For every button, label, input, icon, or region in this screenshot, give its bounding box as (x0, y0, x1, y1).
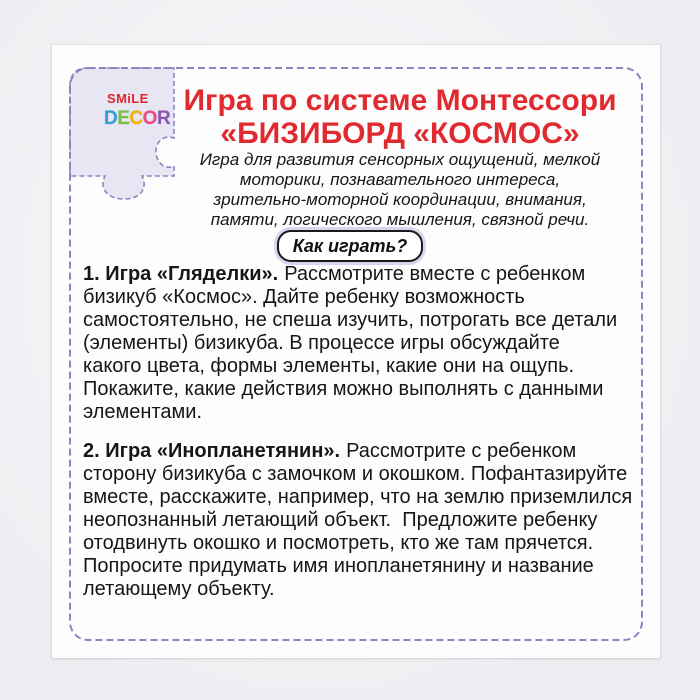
subtitle (170, 150, 630, 230)
game-2-section (83, 440, 643, 601)
game-2-line: летающему объекту. (83, 578, 275, 600)
title-line-2: «БИЗИБОРД «КОСМОС» (220, 117, 580, 150)
puzzle-piece-icon (70, 68, 174, 199)
game-1-first-line (83, 263, 643, 286)
game-1-first-line-text: Рассмотрите вместе с ребенком (284, 263, 586, 285)
game-1-line: какого цвета, формы элементы, какие они на ощупь. (83, 355, 575, 377)
logo-letter: R (156, 108, 171, 129)
game-1-line: (элементы) бизикуба. В процессе игры обсуждайте (83, 332, 560, 354)
logo-letter: C (129, 108, 143, 129)
game-1-line: самостоятельно, не спеша изучить, потрогать все детали (83, 309, 618, 331)
game-1-line: Покажите, какие действия можно выполнять с данными (83, 378, 604, 400)
game-1-heading: 1. Игра «Гляделки». (83, 263, 279, 285)
subtitle-line: памяти, логического мышления, связной речи. (210, 210, 590, 229)
game-2-line: Попросите придумать имя инопланетянину и название (83, 555, 594, 577)
game-2-first-line-text: Рассмотрите с ребенком (346, 440, 577, 462)
logo-decor (104, 108, 170, 130)
page-title (170, 84, 630, 150)
logo-letter: E (117, 108, 130, 129)
logo-letter: O (142, 108, 157, 129)
logo-smile: SMiLE (107, 91, 149, 106)
game-1-line: элементами. (83, 401, 203, 423)
subtitle-line: Игра для развития сенсорных ощущений, мелкой (199, 150, 601, 169)
game-2-line: неопознанный летающий объект. Предложите ребенку (83, 509, 598, 531)
subtitle-line: зрительно-моторной координации, внимания, (213, 190, 587, 209)
game-2-line: отодвинуть окошко и посмотреть, кто же там прячется. (83, 532, 594, 554)
game-2-heading: 2. Игра «Инопланетянин». (83, 440, 341, 462)
game-2-line: сторону бизикуба с замочком и окошком. Пофантазируйте (83, 463, 628, 485)
logo-letter: D (104, 108, 118, 129)
game-1-section (83, 263, 643, 424)
game-2-line: вместе, расскажите, например, что на землю приземлился (83, 486, 633, 508)
how-to-play-badge: Как играть? (277, 230, 423, 262)
title-line-1: Игра по системе Монтессори (183, 84, 617, 117)
subtitle-line: моторики, познавательного интереса, (239, 170, 561, 189)
game-2-first-line (83, 440, 643, 463)
game-1-line: бизикуб «Космос». Дайте ребенку возможность (83, 286, 525, 308)
